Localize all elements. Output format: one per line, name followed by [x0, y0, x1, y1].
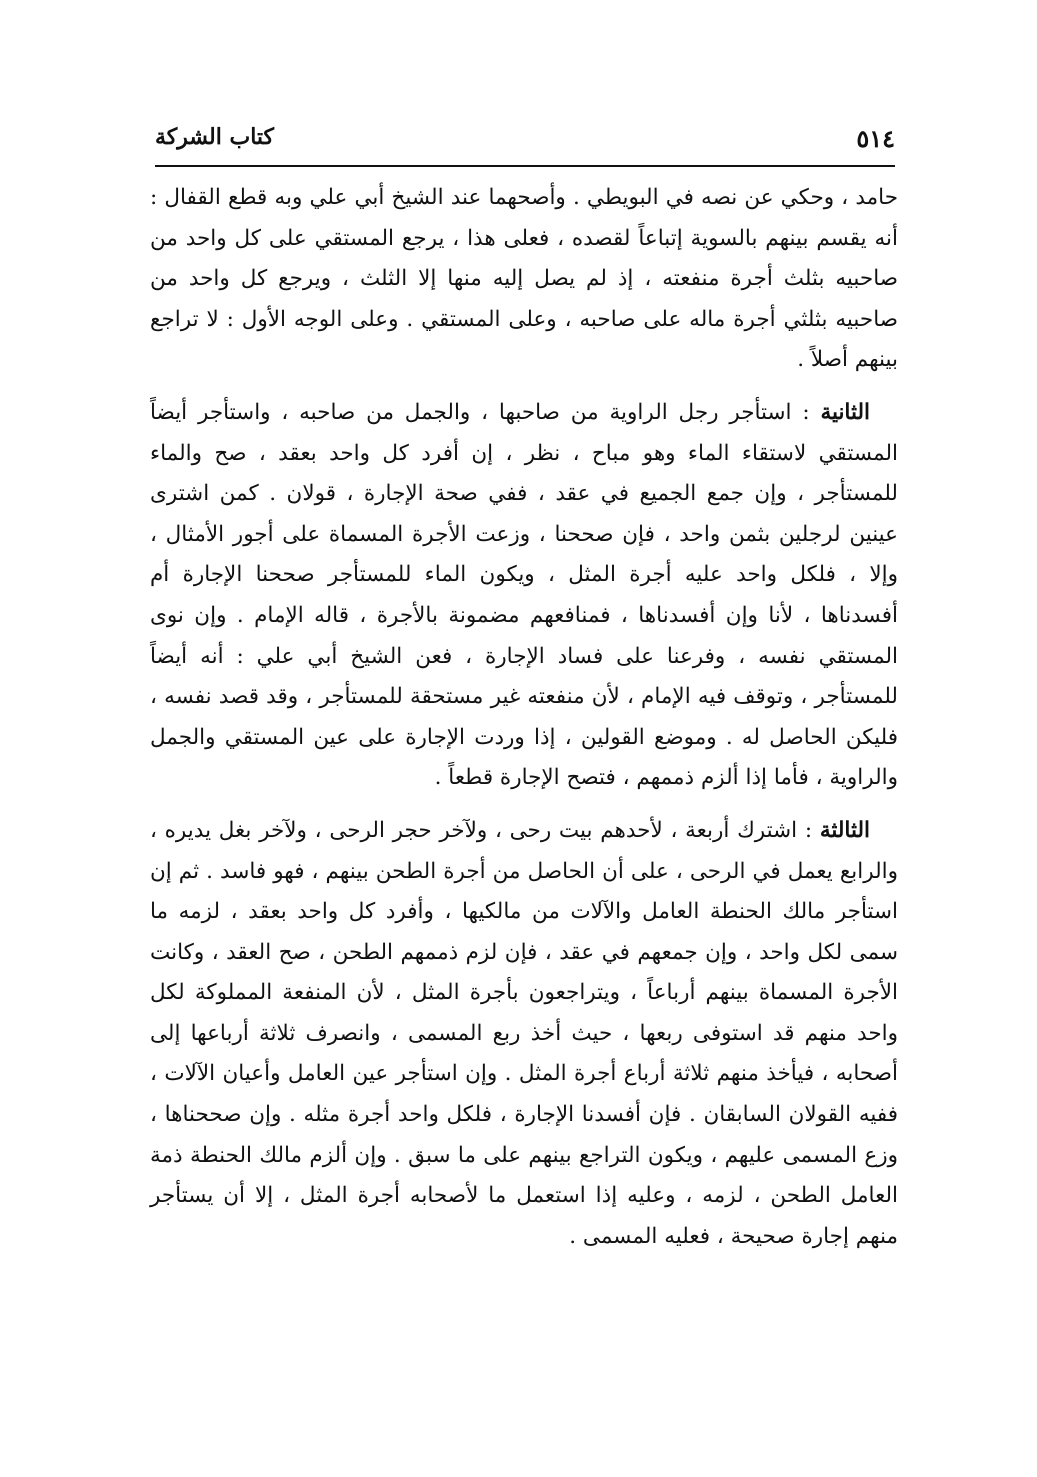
page-header — [155, 118, 895, 158]
paragraph-text: حامد ، وحكي عن نصه في البويطي . وأصحهما عند الشيخ أبي علي وبه قطع القفال : أنه يقسم بينهم بالسوية إتباعاً لقصده ، فعلى هذا ، يرجع المستقي على كل واحد من صاحبيه بثلث أجرة منفعته ، إذ لم يصل إليه منها إلا الثلث ، ويرجع كل واحد من صاحبيه بثلثي أجرة ماله على صاحبه ، وعلى المستقي . وعلى الوجه الأول : لا تراجع بينهم أصلاً . — [150, 185, 898, 373]
paragraph-text: : اشترك أربعة ، لأحدهم بيت رحى ، ولآخر حجر الرحى ، ولآخر بغل يديره ، والرابع يعمل في الرحى ، على أن الحاصل من أجرة الطحن بينهم ، فهو فاسد . ثم إن استأجر مالك الحنطة العامل والآلات من مالكيها ، وأفرد كل واحد بعقد ، لزمه ما سمى لكل واحد ، وإن جمعهم في عقد ، فإن لزم ذممهم الطحن ، صح العقد ، وكانت الأجرة المسماة بينهم أرباعاً ، ويتراجعون بأجرة المثل ، لأن المنفعة المملوكة لكل واحد منهم قد استوفى ربعها ، حيث أخذ ربع المسمى ، وانصرف ثلاثة أرباعها إلى أصحابه ، فيأخذ منهم ثلاثة أرباع أجرة المثل . وإن استأجر عين العامل وأعيان الآلات ، ففيه القولان السابقان . فإن أفسدنا الإجارة ، فلكل واحد أجرة مثله . وإن صححناها ، وزع المسمى عليهم ، ويكون التراجع بينهم على ما سبق . وإن ألزم مالك الحنطة ذمة العامل الطحن ، لزمه ، وعليه إذا استعمل ما لأصحابه أجرة المثل ، إلا أن يستأجر منهم إجارة صحيحة ، فعليه المسمى . — [150, 817, 898, 1249]
paragraph-text: : استأجر رجل الراوية من صاحبها ، والجمل من صاحبه ، واستأجر أيضاً المستقي لاستقاء الماء وهو مباح ، نظر ، إن أفرد كل واحد بعقد ، صح والماء للمستأجر ، وإن جمع الجميع في عقد ، ففي صحة الإجارة ، قولان . كمن اشترى عينين لرجلين بثمن واحد ، فإن صححنا ، وزعت الأجرة المسماة على أجور الأمثال ، وإلا ، فلكل واحد عليه أجرة المثل ، ويكون الماء للمستأجر صححنا الإجارة أم أفسدناها ، لأنا وإن أفسدناها ، فمنافعهم مضمونة بالأجرة ، قاله الإمام . وإن نوى المستقي نفسه ، وفرعنا على فساد الإجارة ، فعن الشيخ أبي علي : أنه أيضاً للمستأجر ، وتوقف فيه الإمام ، لأن منفعته غير مستحقة للمستأجر ، وقد قصد نفسه ، فليكن الحاصل له . وموضع القولين ، إذا وردت الإجارة على عين المستقي والجمل والراوية ، فأما إذا ألزم ذممهم ، فتصح الإجارة قطعاً . — [150, 399, 898, 791]
paragraph-continuation — [150, 178, 898, 381]
paragraph-gap — [150, 799, 898, 811]
paragraph-third — [150, 811, 898, 1258]
body-text — [150, 178, 898, 1257]
page-number: ٥١٤ — [856, 124, 895, 153]
running-title: كتاب الشركة — [155, 124, 275, 150]
paragraph-gap — [150, 381, 898, 393]
paragraph-second — [150, 393, 898, 799]
paragraph-lead-word: الثانية — [820, 399, 870, 425]
header-rule — [155, 165, 895, 167]
paragraph-lead-word: الثالثة — [819, 817, 870, 843]
